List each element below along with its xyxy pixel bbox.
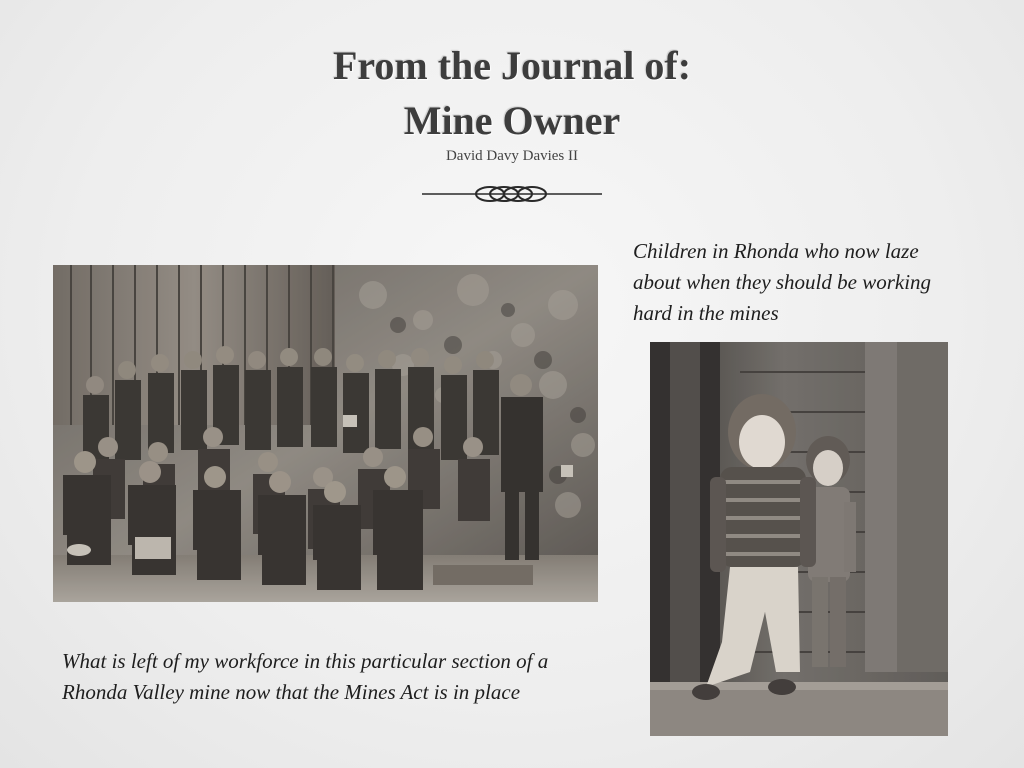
title-line-1: From the Journal of: xyxy=(332,43,692,88)
ornament-divider xyxy=(420,180,604,208)
miners-group-photo xyxy=(53,265,598,602)
caption-workforce: What is left of my workforce in this particular section of a Rhonda Valley mine now that the Mines Act is in place xyxy=(62,649,549,704)
children-photo xyxy=(650,342,948,736)
caption-children: Children in Rhonda who now laze about when they should be working hard in the mines xyxy=(633,239,932,325)
title-line-2: Mine Owner xyxy=(403,98,621,143)
subtitle-author: David Davy Davies II xyxy=(445,148,579,164)
